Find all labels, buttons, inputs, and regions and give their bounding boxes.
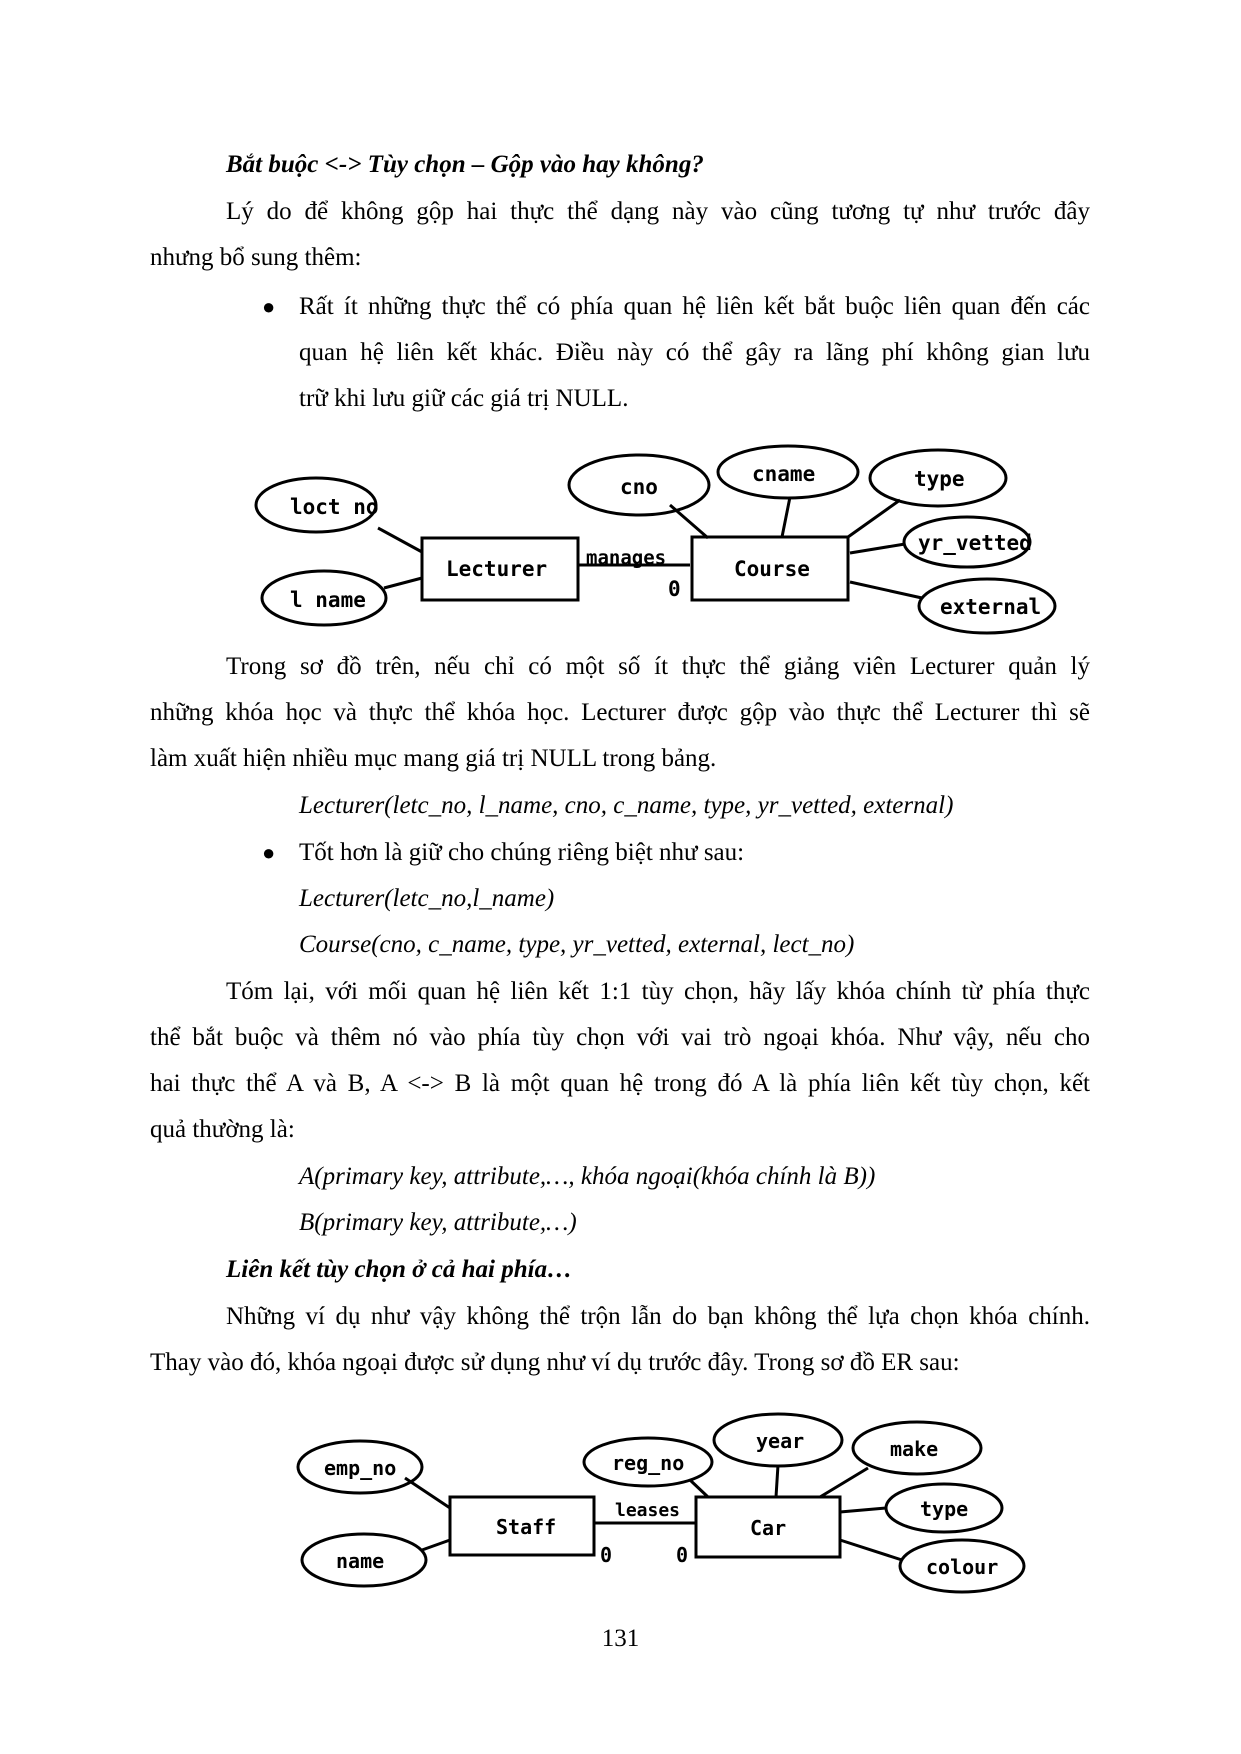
connector-line [850,544,905,553]
paragraph-1-line-2: nhưng bổ sung thêm: [150,244,362,271]
attribute-label-emp-no: emp_no [324,1456,397,1480]
formula-course: Course(cno, c_name, type, yr_vetted, external, lect_no) [299,931,855,958]
attribute-label-type: type [914,467,965,491]
bullet-dot: ● [262,840,276,865]
entity-label-car: Car [750,1516,787,1540]
attribute-label-colour: colour [926,1555,999,1579]
connector-line [782,497,790,537]
paragraph-3-line-1: Tóm lại, với mối quan hệ liên kết 1:1 tùy chọn, hãy lấy khóa chính từ phía thực [226,978,1090,1005]
connector-line [820,1468,868,1497]
section-heading-mandatory-optional: Bắt buộc <-> Tùy chọn – Gộp vào hay không? [226,151,704,178]
cardinality-label-left: 0 [600,1543,613,1567]
cardinality-label-right: 0 [676,1543,689,1567]
bullet-1-line-1: Rất ít những thực thể có phía quan hệ liên kết bắt buộc liên quan đến các [299,293,1090,320]
entity-label-lecturer: Lecturer [446,557,548,581]
connector-line [840,1540,902,1560]
paragraph-2-line-1: Trong sơ đồ trên, nếu chỉ có một số ít thực thể giảng viên Lecturer quản lý [226,653,1090,680]
attribute-label-reg-no: reg_no [612,1451,685,1475]
connector-line [384,578,422,588]
paragraph-1-line-1: Lý do để không gộp hai thực thể dạng này vào cũng tương tự như trước đây [226,198,1090,225]
entity-label-course: Course [734,557,810,581]
bullet-1-line-3: trữ khi lưu giữ các giá trị NULL. [299,385,629,412]
paragraph-3-line-3: hai thực thể A và B, A <-> B là một quan hệ trong đó A là phía liên kết tùy chọn, kết [150,1070,1090,1097]
attribute-label-external: external [940,595,1042,619]
attribute-label-year: year [756,1429,805,1453]
relationship-label-leases: leases [615,1500,681,1521]
connector-line [848,500,900,537]
formula-lecturer: Lecturer(letc_no,l_name) [299,885,555,912]
attribute-label-loct-no: loct no [290,495,379,519]
page-number: 131 [601,1625,640,1652]
connector-line [776,1465,778,1497]
attribute-label-make: make [890,1437,939,1461]
attribute-label-l-name: l name [290,588,366,612]
connector-line [840,1508,886,1512]
paragraph-3-line-2: thể bắt buộc và thêm nó vào phía tùy chọn với vai trò ngoại khóa. Như vậy, nếu cho [150,1024,1090,1051]
paragraph-4-line-1: Những ví dụ như vậy không thể trộn lẫn do bạn không thể lựa chọn khóa chính. [226,1303,1090,1330]
paragraph-3-line-4: quả thường là: [150,1116,295,1143]
formula-a: A(primary key, attribute,…, khóa ngoại(khóa chính là B)) [299,1163,876,1190]
formula-b: B(primary key, attribute,…) [299,1209,577,1236]
entity-label-staff: Staff [496,1515,557,1539]
paragraph-2-line-2: những khóa học và thực thể khóa học. Lecturer được gộp vào thực thể Lecturer thì sẽ [150,699,1090,726]
paragraph-2-line-3: làm xuất hiện nhiều mục mang giá trị NULL trong bảng. [150,745,717,772]
cardinality-label: 0 [668,577,681,601]
bullet-2-text: Tốt hơn là giữ cho chúng riêng biệt như sau: [299,839,745,866]
bullet-dot: ● [262,294,276,319]
attribute-label-name: name [336,1549,385,1573]
bullet-1-line-2: quan hệ liên kết khác. Điều này có thể gây ra lãng phí không gian lưu [299,339,1090,366]
paragraph-4-line-2: Thay vào đó, khóa ngoại được sử dụng như ví dụ trước đây. Trong sơ đồ ER sau: [150,1349,960,1376]
attribute-label-yr-vetted: yr_vetted [918,531,1032,555]
attribute-label-type-2: type [920,1497,969,1521]
connector-line [422,1540,450,1550]
attribute-label-cno: cno [620,475,658,499]
connector-line [378,528,422,552]
connector-line [690,1480,708,1497]
section-heading-optional-both: Liên kết tùy chọn ở cả hai phía… [226,1256,573,1283]
connector-line [850,582,922,598]
attribute-label-cname: cname [752,462,816,486]
formula-lecturer-merged: Lecturer(letc_no, l_name, cno, c_name, type, yr_vetted, external) [299,792,954,819]
relationship-label-manages: manages [586,547,667,569]
